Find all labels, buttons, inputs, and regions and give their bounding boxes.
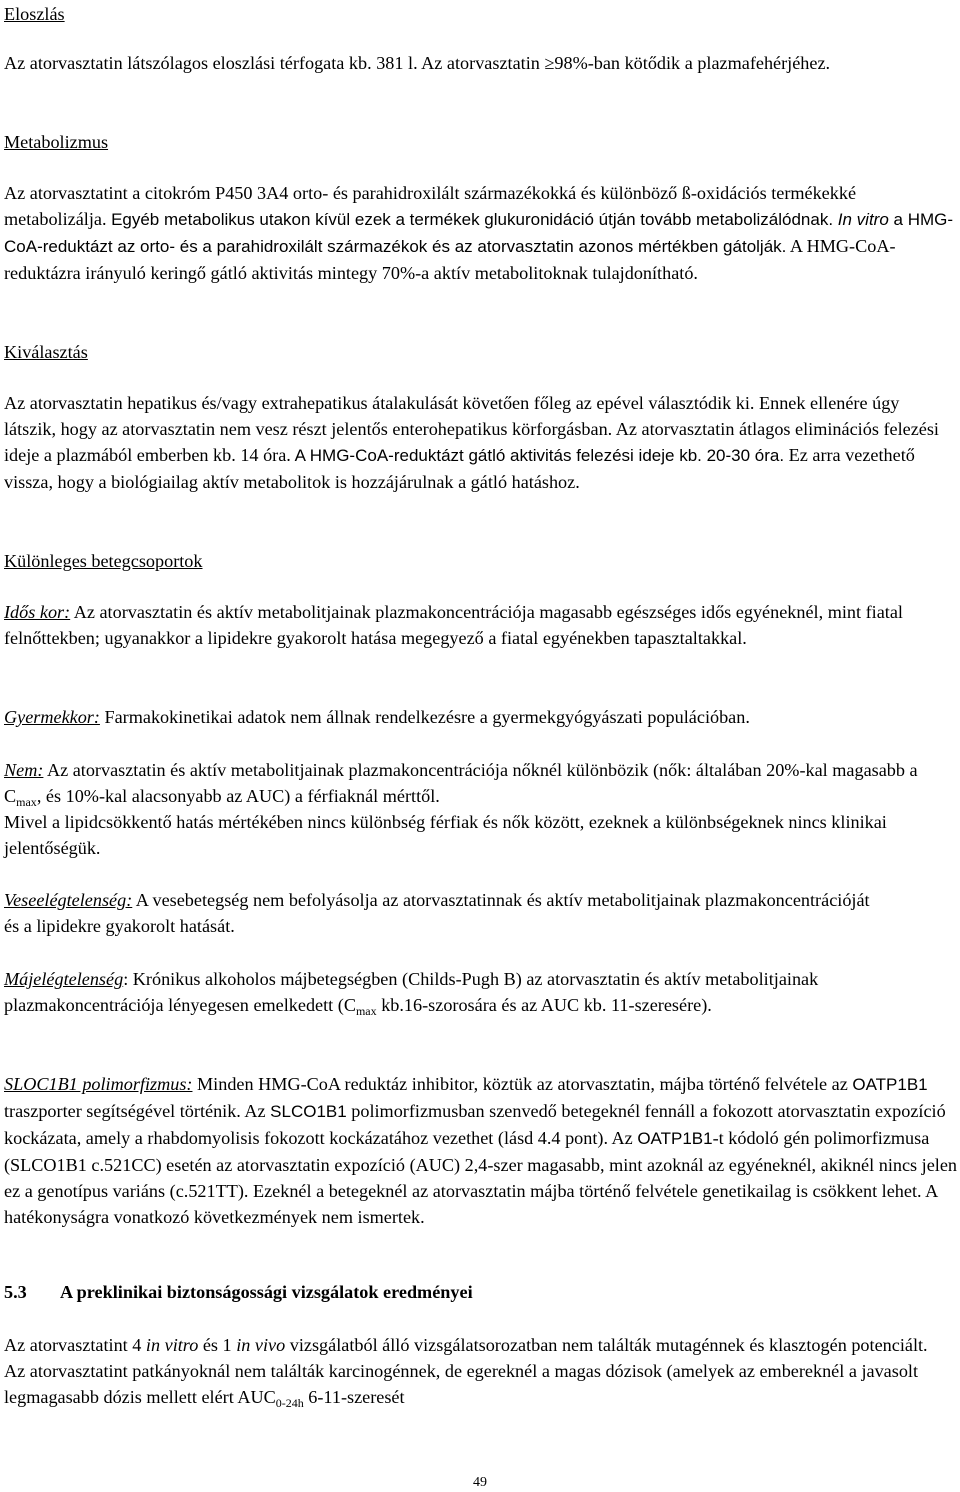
sloc-paragraph <box>4 1071 960 1230</box>
preclinical-in-vitro: in vitro <box>145 1335 199 1355</box>
preclinical-text-5: vizsgálatból álló vizsgálatsorozatban nem találták mutagénnek és klasztogén potenciált. Az atorvasztatint patkányoknál nem találták karcinogénnek, de egereknél a magas dózisok (amelyek az embereknél a javasolt legmagasabb dózis mellett elért AUC <box>4 1335 928 1407</box>
elderly-text: Az atorvasztatin és aktív metabolitjainak plazmakoncentrációja magasabb egészséges idős egyéneknél, mint fiatal felnőttekben; ugyanakkor a lipidekre gyakorolt hatása megegyező a fiatal egyénekben tapasztaltakkal. <box>4 602 903 648</box>
section-number: 5.3 <box>4 1282 27 1302</box>
section-heading: A preklinikai biztonságossági vizsgálatok eredményei <box>60 1282 473 1302</box>
metabolism-in-vitro: In vitro <box>837 210 889 229</box>
hepatic-text-1: Krónikus alkoholos májbetegségben (Childs-Pugh B) az atorvasztatin és aktív metabolitjainak plazmakoncentrációja lényegesen emelkedett (C <box>4 969 819 1015</box>
metabolism-text-4: A HMG-CoA-reduktázra irányuló keringő gátló aktivitás mintegy 70%-a aktív metabolitoknak tulajdonítható. <box>4 236 896 283</box>
renal-paragraph <box>4 887 884 939</box>
metabolism-heading: Metabolizmus <box>4 132 109 152</box>
sex-text-1: Az atorvasztatin és aktív metabolitjainak plazmakoncentrációja nőknél különbözik (nők: általában 20%-kal magasabb a C <box>4 760 918 806</box>
sloc-oatp2: OATP1B1 <box>637 1129 713 1148</box>
page-number: 49 <box>473 1475 487 1490</box>
sex-text-3: Mivel a lipidcsökkentő hatás mértékében nincs különbség férfiak és nők között, ezeknek a különbségeknek nincs klinikai jelentőségük. <box>4 812 887 858</box>
elimination-text-3: Ez arra vezethető vissza, hogy a biológiailag aktív metabolitok is hozzájárulnak a gátló hatáshoz. <box>4 445 915 492</box>
preclinical-auc-sub: 0-24h <box>275 1396 304 1410</box>
sloc-oatp1: OATP1B1 <box>852 1075 928 1094</box>
sex-label: Nem: <box>4 760 44 780</box>
elimination-heading: Kiválasztás <box>4 342 88 362</box>
metabolism-paragraph <box>4 180 956 286</box>
metabolism-text-3: a HMG-CoA-reduktázt az orto- és a parahidroxilált származékok és az atorvasztatin azonos mértékben gátolják. <box>4 210 954 256</box>
preclinical-text-6: 6-11-szeresét <box>303 1387 405 1407</box>
hepatic-colon: : <box>123 969 129 989</box>
hepatic-label: Májelégtelenség <box>4 969 124 989</box>
hepatic-paragraph <box>4 966 939 1018</box>
special-groups-heading: Különleges betegcsoportok <box>4 551 203 571</box>
preclinical-text-3: és 1 <box>198 1335 237 1355</box>
preclinical-text-1: Az atorvasztatint 4 <box>4 1335 146 1355</box>
children-label: Gyermekkor: <box>4 707 100 727</box>
hepatic-cmax-sub: max <box>355 1004 377 1018</box>
sloc-label: SLOC1B1 polimorfizmus: <box>4 1074 193 1094</box>
renal-label: Veseelégtelenség: <box>4 890 133 910</box>
elimination-paragraph <box>4 390 954 495</box>
sloc-text-5: polimorfizmusban szenvedő betegeknél fennáll a fokozott atorvasztatin expozíció kockázata, amely a rhabdomyolisis fokozott kockázatához vezethet (lásd 4.4 pont). Az <box>4 1101 946 1148</box>
metabolism-text-2: Egyéb metabolikus utakon kívül ezek a termékek glukuronidáció útján tovább metabolizálódnak. <box>111 210 838 229</box>
elimination-text-2: A HMG-CoA-reduktázt gátló aktivitás felezési ideje kb. 20-30 óra. <box>290 446 785 465</box>
sloc-text-1: Minden HMG-CoA reduktáz inhibitor, köztük az atorvasztatin, májba történő felvétele az <box>192 1074 853 1094</box>
distribution-paragraph: Az atorvasztatin látszólagos eloszlási térfogata kb. 381 l. Az atorvasztatin ≥98%-ban kötődik a plazmafehérjéhez. <box>4 53 831 73</box>
sex-text-2: , és 10%-kal alacsonyabb az AUC) a férfiaknál mérttől. <box>36 786 440 806</box>
distribution-heading: Eloszlás <box>4 4 65 24</box>
sloc-text-3: traszporter segítségével történik. Az <box>4 1101 271 1121</box>
preclinical-in-vivo: in vivo <box>236 1335 286 1355</box>
sloc-slco: SLCO1B1 <box>270 1102 347 1121</box>
hepatic-text-2: kb.16-szorosára és az AUC kb. 11-szeresére). <box>376 995 712 1015</box>
elderly-paragraph <box>4 599 924 651</box>
sloc-text-7: -t kódoló gén polimorfizmusa (SLCO1B1 c.521CC) esetén az atorvasztatin expozíció (AUC) 2,4-szer magasabb, mint azoknál az egyéneknél, akiknél nincs jelen ez a genotípus variáns (c.521TT). Ezeknél a betegeknél az atorvasztatin májba történő felvétele genetikailag is csökkent lehet. A hatékonyságra vonatkozó következmények nem ismertek. <box>4 1128 958 1227</box>
elderly-label: Idős kor: <box>4 602 71 622</box>
metabolism-text-1: Az atorvasztatint a citokróm P450 3A4 orto- és parahidroxilált származékokká és különböző ß-oxidációs termékekké metabolizálja. <box>4 183 857 229</box>
sex-cmax-sub: max <box>16 795 37 809</box>
children-text: Farmakokinetikai adatok nem állnak rendelkezésre a gyermekgyógyászati populációban. <box>99 707 750 727</box>
sex-paragraph <box>4 757 956 861</box>
children-paragraph <box>4 704 956 730</box>
section-title <box>4 1279 473 1305</box>
elimination-text-1: Az atorvasztatin hepatikus és/vagy extrahepatikus átalakulását követően főleg az epével választódik ki. Ennek ellenére úgy látszik, hogy az atorvasztatin nem vesz részt jelentős enterohepatikus körforgásban. Az atorvasztatin átlagos eliminációs felezési ideje a plazmából emberben kb. 14 óra. <box>4 393 939 465</box>
preclinical-paragraph <box>4 1332 944 1410</box>
renal-text: A vesebetegség nem befolyásolja az atorvasztatinnak és aktív metabolitjainak plazmakoncentrációját és a lipidekre gyakorolt hatását. <box>4 890 870 936</box>
